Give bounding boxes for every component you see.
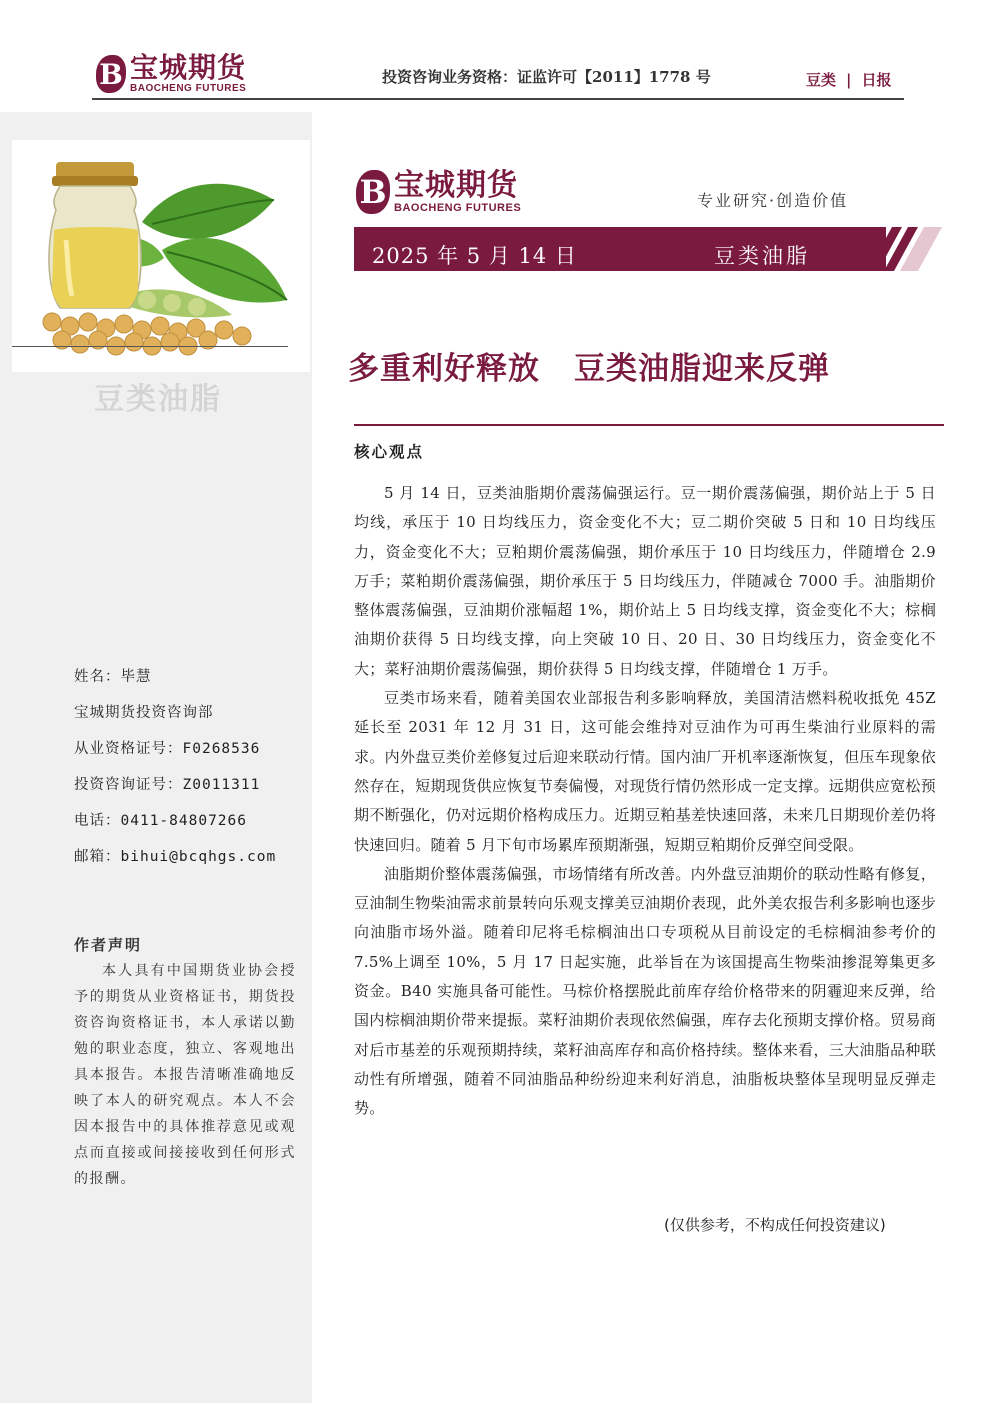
header-logo-cn: 宝城期货: [130, 51, 247, 84]
author-advisory-license: 投资咨询证号：Z0011311: [74, 777, 261, 793]
header-tags: [806, 69, 892, 90]
report-date: 2025 年 5 月 14 日: [372, 244, 577, 268]
article-body: [354, 479, 936, 1124]
author-license: 从业资格证号：F0268536: [74, 741, 261, 757]
paragraph-2: 豆类市场来看，随着美国农业部报告利多影响释放，美国清洁燃料税收抵免 45Z 延长至 2031 年 12 月 31 日，这可能会维持对豆油作为可再生柴油行业原料的需求。内外盘豆类价差修复过后迎来联动行情。国内油厂开机率逐渐恢复，但压车现象依然存在，短期现货供应恢复节奏偏慢，对现货行情仍然形成一定支撑。远期供应宽松预期不断强化，仍对远期价格构成压力。近期豆粕基差快速回落，未来几日期现价差仍将快速回归。随着 5 月下旬市场累库预期渐强，短期豆粕期价反弹空间受限。: [354, 689, 936, 854]
declaration-title: 作者声明: [74, 936, 143, 954]
author-info: [74, 659, 304, 875]
header-tag-type: 日报: [861, 71, 892, 89]
declaration-body: 本人具有中国期货业协会授予的期货从业资格证书，期货投资咨询资格证书，本人承诺以勤勉的职业态度，独立、客观地出具本报告。本报告清晰准确地反映了本人的研究观点。本人不会因本报告中的具体推荐意见或观点而直接或间接接收到任何形式的报酬。: [74, 963, 296, 1187]
headline-part-b: 豆类油脂迎来反弹: [574, 351, 830, 387]
sidebar-title: 豆类油脂: [94, 382, 222, 417]
core-view-title: 核心观点: [354, 442, 425, 461]
main-logo-en: BAOCHENG FUTURES: [394, 201, 522, 214]
banner-stripes: [862, 227, 942, 271]
investment-disclaimer: (仅供参考，不构成任何投资建议): [664, 1216, 886, 1234]
main-divider: [354, 424, 944, 426]
slogan: 专业研究·创造价值: [697, 191, 849, 210]
header-tag-separator: |: [846, 71, 852, 89]
author-dept: 宝城期货投资咨询部: [74, 705, 214, 721]
headline-part-a: 多重利好释放: [348, 351, 540, 387]
header-tag-category: 豆类: [806, 71, 837, 89]
header-logo-en: BAOCHENG FUTURES: [130, 83, 247, 94]
soybean-oil-illustration: [12, 140, 310, 372]
main-logo-mark-icon: B: [356, 170, 390, 214]
headline: [348, 343, 830, 388]
hero-divider: [12, 346, 288, 347]
author-phone: 电话：0411-84807266: [74, 813, 247, 829]
paragraph-3: 油脂期价整体震荡偏强，市场情绪有所改善。内外盘豆油期价的联动性略有修复，豆油制生物柴油需求前景转向乐观支撑美豆油期价表现，此外美农报告利多影响也逐步向油脂市场外溢。随着印尼将毛棕榈油出口专项税从目前设定的毛棕榈油参考价的 7.5%上调至 10%，5 月 17 日起实施，此举旨在为该国提高生物柴油掺混筹集更多资金。B40 实施具备可能性。马棕价格摆脱此前库存给价格带来的阴霾迎来反弹，给国内棕榈油期价带来提振。菜籽油期价表现依然偏强，库存去化预期支撑价格。贸易商对后市基差的乐观预期持续，菜籽油高库存和高价格持续。整体来看，三大油脂品种联动性有所增强，随着不同油脂品种纷纷迎来利好消息，油脂板块整体呈现明显反弹走势。: [354, 864, 936, 1118]
report-category: 豆类油脂: [714, 244, 810, 268]
paragraph-1: 5 月 14 日，豆类油脂期价震荡偏强运行。豆一期价震荡偏强，期价站上于 5 日均线，承压于 10 日均线压力，资金变化不大；豆二期价突破 5 日和 10 日均线压力，资金变化不大；豆粕期价震荡偏强，期价承压于 10 日均线压力，伴随增仓 2.9 万手；菜粕期价震荡偏强，期价承压于 5 日均线压力，伴随减仓 7000 手。油脂期价整体震荡偏强，豆油期价涨幅超 1%，期价站上 5 日均线支撑，资金变化不大；棕榈油期价获得 5 日均线支撑，向上突破 10 日、20 日、30 日均线压力，资金变化不大；菜籽油期价震荡偏强，期价获得 5 日均线支撑，伴随增仓 1 万手。: [354, 484, 936, 678]
author-name: 姓名：毕慧: [74, 669, 152, 685]
header-qualification: 投资咨询业务资格：证监许可【2011】1778 号: [382, 68, 711, 86]
main-logo-cn: 宝城期货: [394, 167, 518, 203]
header-divider: [92, 98, 904, 100]
author-email: 邮箱：bihui@bcqhgs.com: [74, 849, 277, 865]
header-logo: [96, 51, 247, 94]
logo-mark-icon: B: [96, 55, 126, 93]
main-logo: [356, 167, 522, 214]
hero-image: [12, 140, 310, 372]
